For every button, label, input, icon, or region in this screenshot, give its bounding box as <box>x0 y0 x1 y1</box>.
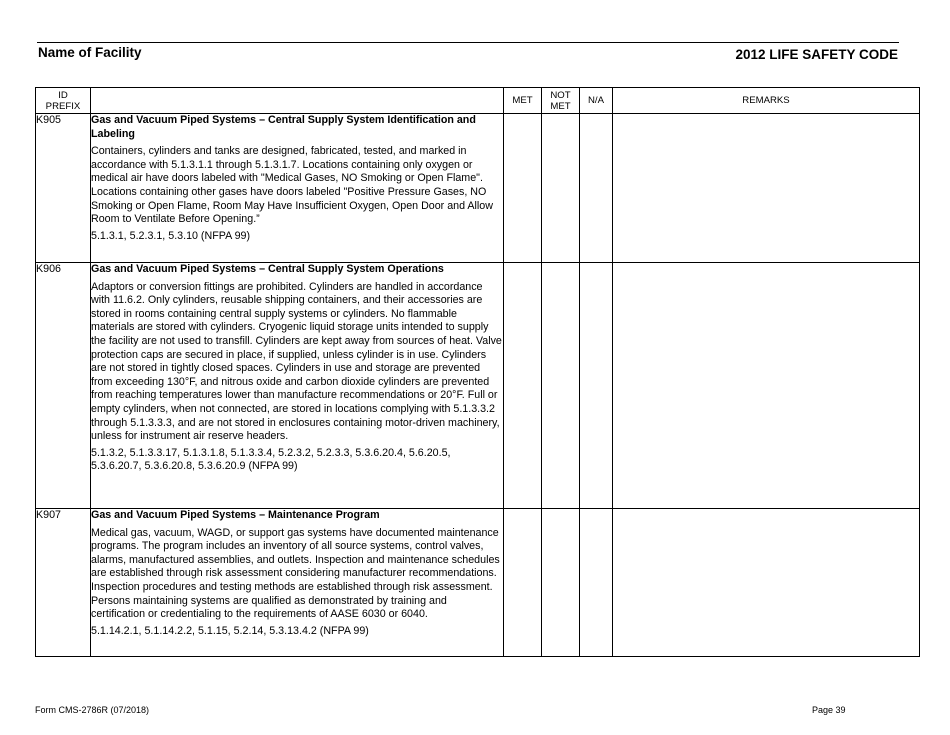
row-id: K906 <box>36 263 91 509</box>
row-description <box>91 114 504 263</box>
not-met-cell[interactable] <box>542 509 580 657</box>
na-header: N/A <box>580 88 613 114</box>
id-prefix-header <box>36 88 91 114</box>
row-id: K905 <box>36 114 91 263</box>
remarks-cell[interactable] <box>613 263 920 509</box>
row-references: 5.1.14.2.1, 5.1.14.2.2, 5.1.15, 5.2.14, 5.3.13.4.2 (NFPA 99) <box>91 624 369 637</box>
met-header: MET <box>504 88 542 114</box>
remarks-header: REMARKS <box>613 88 920 114</box>
not-met-cell[interactable] <box>542 114 580 263</box>
row-body: Adaptors or conversion fittings are prohibited. Cylinders are handled in accordance with 11.6.2. Only cylinders, reusable shipping containers, and their accessories are stored in rooms containing central supply systems or cylinders. No flammable materials are stored with cylinders. Cryogenic liquid storage units intended to supply the facility are not used to transfill. Cylinders are kept away from sources of heat. Valve protection caps are secured in place, if supplied, unless cylinder is in use. Cylinders are not stored in tightly closed spaces. Cylinders in use and storage are prevented from exceeding 130°F, and nitrous oxide and carbon dioxide cylinders are prevented from reaching temperatures lower than manufacture recommendations or 20°F. Full or empty cylinders, when not connected, are stored in locations complying with 5.1.3.3.2 through 5.1.3.3.3, and are not stored in enclosures containing motor-driven machinery, unless for instrument air reserve headers. <box>91 280 502 443</box>
description-header <box>91 88 504 114</box>
row-title: Gas and Vacuum Piped Systems – Central Supply System Identification and Labeling <box>91 114 476 140</box>
not-met-cell[interactable] <box>542 263 580 509</box>
na-cell[interactable] <box>580 114 613 263</box>
met-cell[interactable] <box>504 509 542 657</box>
table-row <box>36 509 920 657</box>
id-prefix-header-line1: ID <box>58 89 68 101</box>
row-id: K907 <box>36 509 91 657</box>
met-cell[interactable] <box>504 114 542 263</box>
remarks-cell[interactable] <box>613 509 920 657</box>
row-description <box>91 509 504 657</box>
na-cell[interactable] <box>580 509 613 657</box>
row-description <box>91 263 504 509</box>
facility-name-label: Name of Facility <box>38 45 142 60</box>
row-body: Containers, cylinders and tanks are designed, fabricated, tested, and marked in accordance with 5.1.3.1.1 through 5.1.3.1.7. Locations containing only oxygen or medical air have doors labeled with "Medical Gases, NO Smoking or Open Flame". Locations containing other gases have doors labeled "Positive Pressure Gases, NO Smoking or Open Flame, Room May Have Insufficient Oxygen, Open Door and Allow Room to Ventilate Before Opening.” <box>91 145 493 226</box>
table-header-row <box>36 88 920 114</box>
survey-table <box>35 87 920 657</box>
code-title: 2012 LIFE SAFETY CODE <box>735 47 898 62</box>
remarks-cell[interactable] <box>613 114 920 263</box>
table-row <box>36 263 920 509</box>
table-row <box>36 114 920 263</box>
row-title: Gas and Vacuum Piped Systems – Maintenance Program <box>91 509 380 521</box>
row-references: 5.1.3.1, 5.2.3.1, 5.3.10 (NFPA 99) <box>91 229 251 242</box>
row-title: Gas and Vacuum Piped Systems – Central Supply System Operations <box>91 263 444 275</box>
page-header <box>37 42 899 67</box>
not-met-header-line1: NOT <box>550 89 571 101</box>
not-met-header-line2: MET <box>550 100 571 112</box>
id-prefix-header-line2: PREFIX <box>45 100 81 112</box>
na-cell[interactable] <box>580 263 613 509</box>
met-cell[interactable] <box>504 263 542 509</box>
not-met-header <box>542 88 580 114</box>
page-number: Page 39 <box>812 705 846 715</box>
row-references: 5.1.3.2, 5.1.3.3.17, 5.1.3.1.8, 5.1.3.3.4, 5.2.3.2, 5.2.3.3, 5.3.6.20.4, 5.6.20.5, 5.3.6.20.7, 5.3.6.20.8, 5.3.6.20.9 (NFPA 99) <box>91 446 451 473</box>
form-number: Form CMS-2786R (07/2018) <box>35 705 150 715</box>
row-body: Medical gas, vacuum, WAGD, or support gas systems have documented maintenance programs. The program includes an inventory of all source systems, control valves, alarms, manufactured assemblies, and outlets. Inspection and maintenance schedules are established through risk assessment considering manufacturer recommendations. Inspection procedures and testing methods are established through risk assessment. Persons maintaining systems are qualified as demonstrated by training and certification or credentialing to the requirements of AASE 6030 or 6040. <box>91 526 500 621</box>
